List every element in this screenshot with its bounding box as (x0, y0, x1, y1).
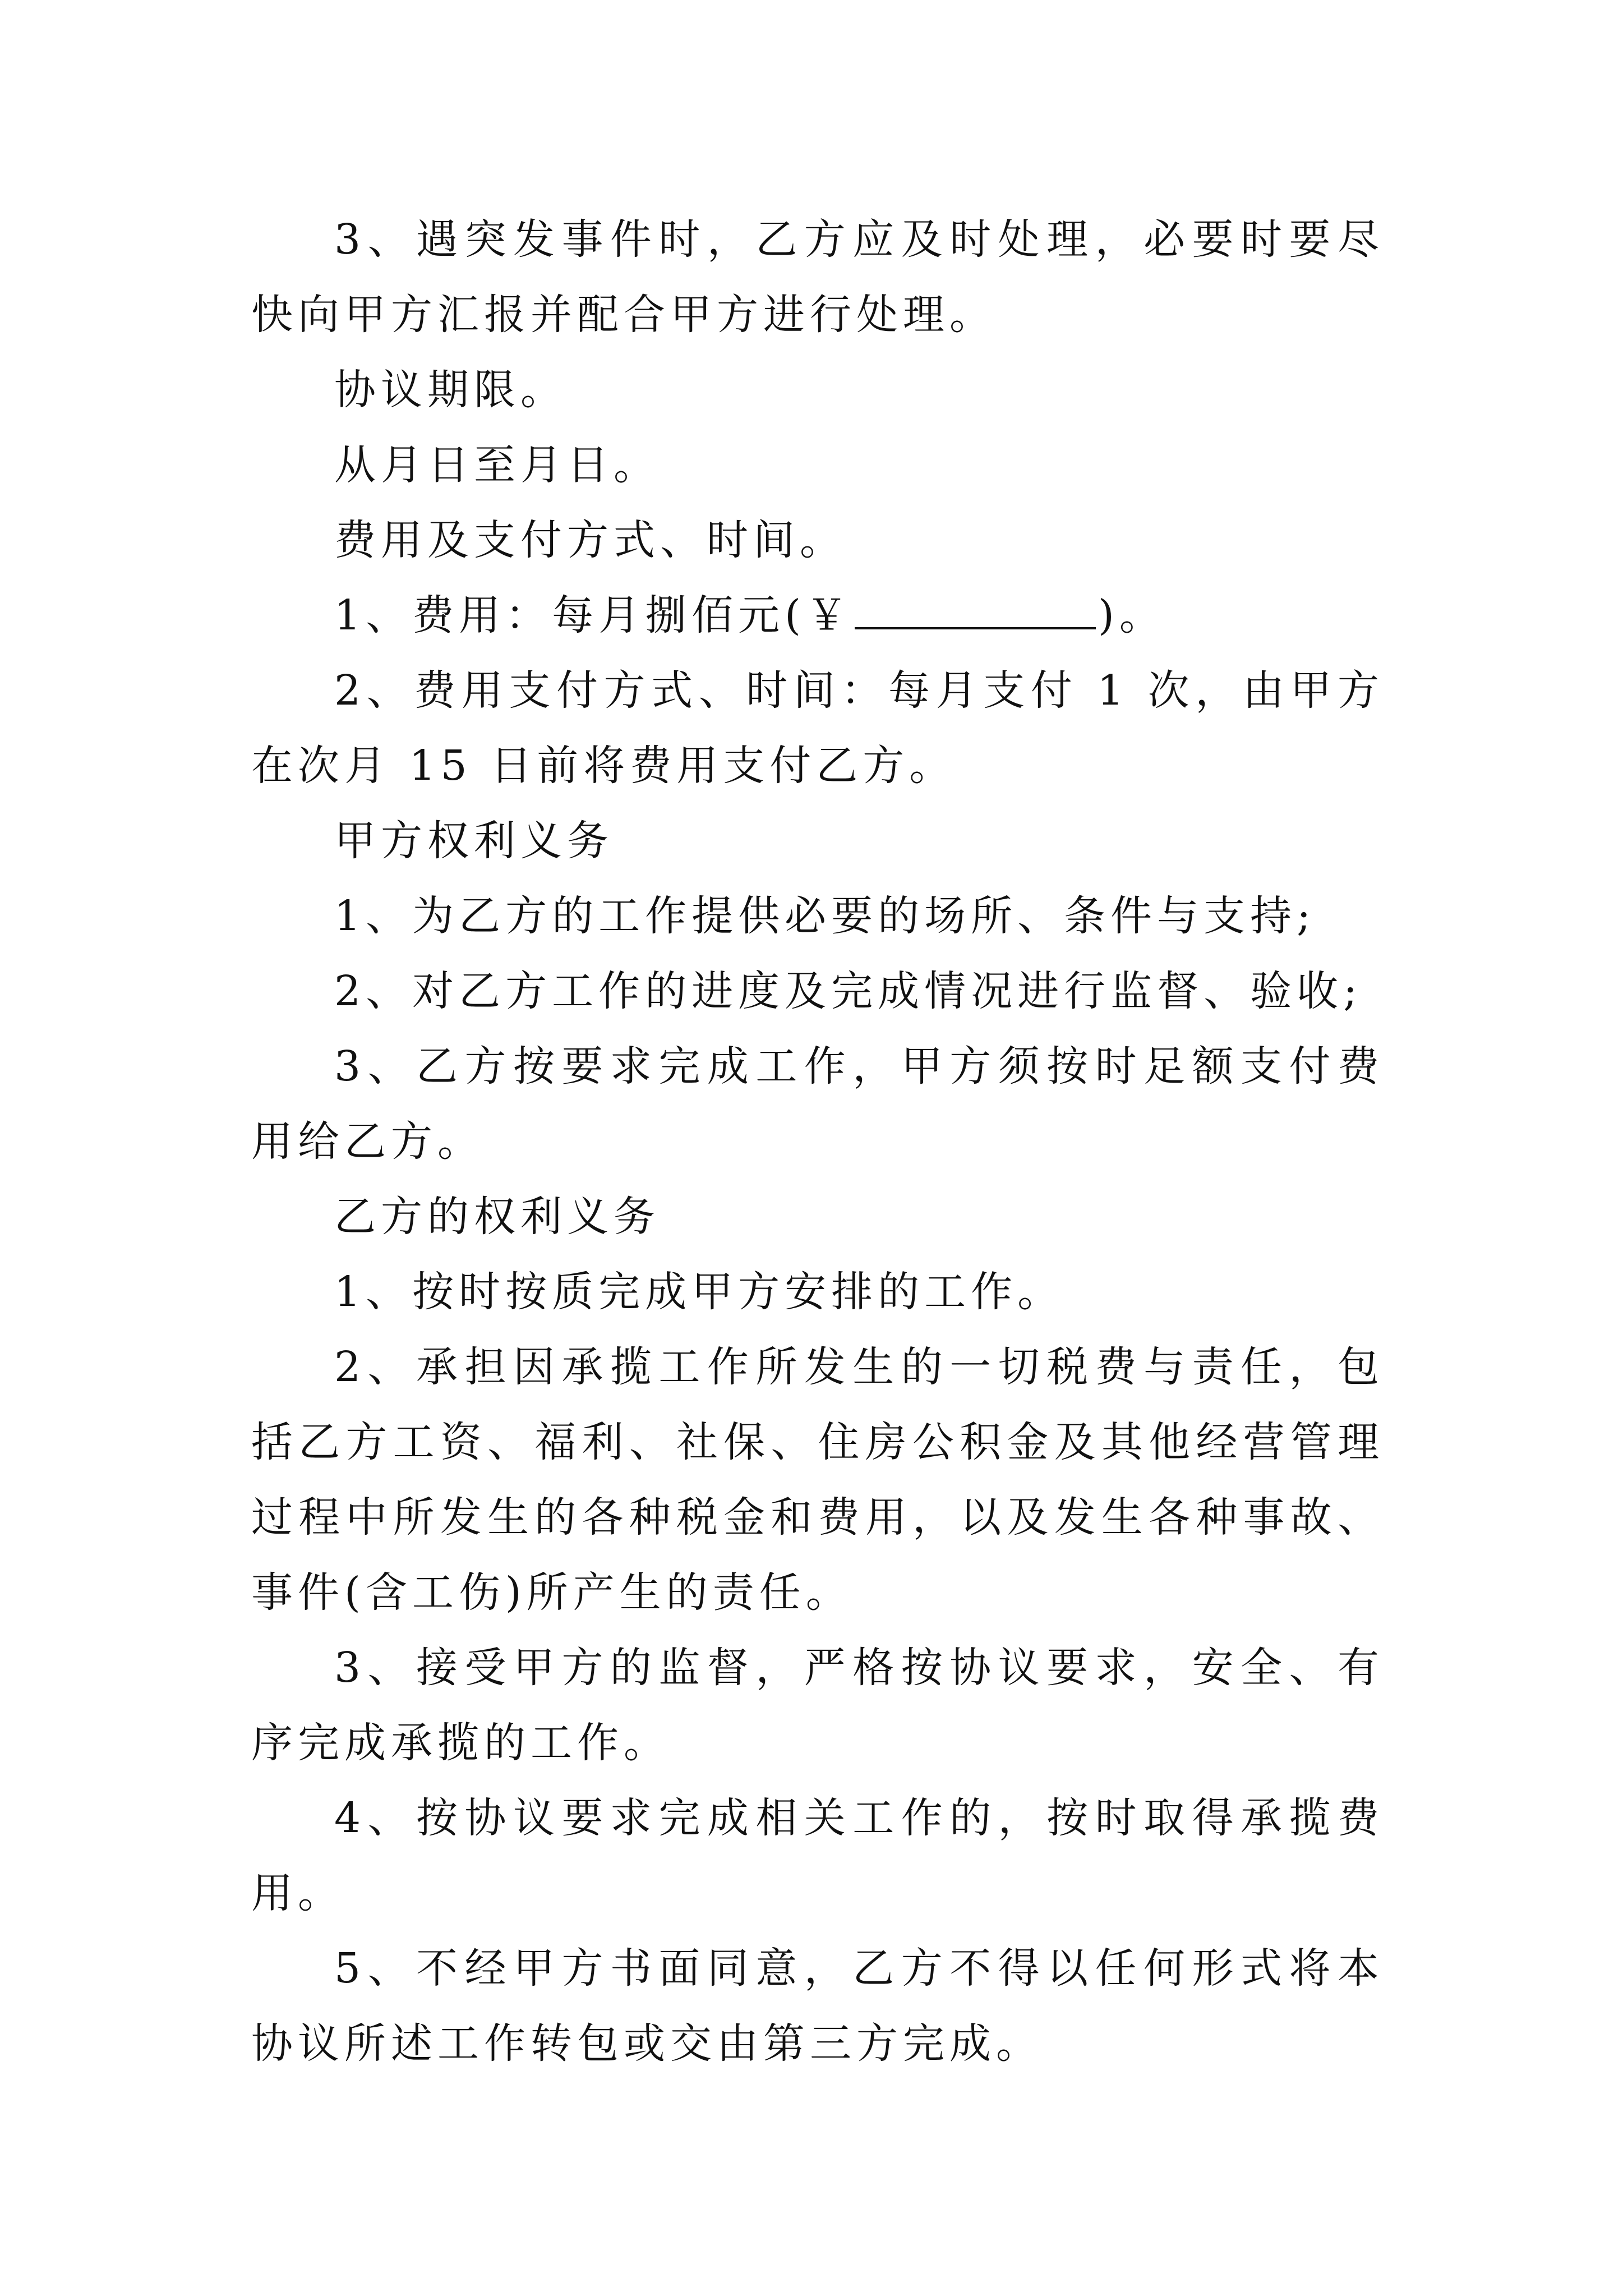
document-body (251, 202, 1384, 2081)
section-heading: 协议期限。 (334, 366, 567, 414)
fee-text-after: )。 (1098, 591, 1166, 639)
paragraph: 3、乙方按要求完成工作，甲方须按时足额支付费用给乙方。 (251, 1042, 1384, 1166)
paragraph: 4、按协议要求完成相关工作的，按时取得承揽费用。 (251, 1794, 1384, 1917)
fee-amount-blank (855, 588, 1096, 629)
paragraph: 1、为乙方的工作提供必要的场所、条件与支持; (334, 892, 1316, 940)
section-heading: 费用及支付方式、时间。 (334, 516, 846, 564)
fee-text-before: 1、费用：每月捌佰元(￥ (334, 591, 852, 639)
paragraph: 从月日至月日。 (334, 441, 660, 489)
paragraph: 2、承担因承揽工作所发生的一切税费与责任，包括乙方工资、福利、社保、住房公积金及其他经营管理过程中所发生的各种税金和费用，以及发生各种事故、事件(含工伤)所产生的责任。 (251, 1343, 1384, 1617)
paragraph: 2、费用支付方式、时间：每月支付 1 次，由甲方在次月 15 日前将费用支付乙方。 (251, 666, 1384, 790)
paragraph: 2、对乙方工作的进度及完成情况进行监督、验收; (334, 967, 1363, 1015)
section-heading: 乙方的权利义务 (334, 1193, 660, 1241)
paragraph: 1、按时按质完成甲方安排的工作。 (334, 1268, 1064, 1316)
fee-paragraph (251, 578, 1384, 653)
paragraph: 3、接受甲方的监督，严格按协议要求，安全、有序完成承揽的工作。 (251, 1644, 1384, 1767)
paragraph: 3、遇突发事件时，乙方应及时处理，必要时要尽快向甲方汇报并配合甲方进行处理。 (251, 215, 1384, 339)
section-heading: 甲方权利义务 (334, 817, 614, 865)
paragraph: 5、不经甲方书面同意，乙方不得以任何形式将本协议所述工作转包或交由第三方完成。 (251, 1944, 1384, 2068)
